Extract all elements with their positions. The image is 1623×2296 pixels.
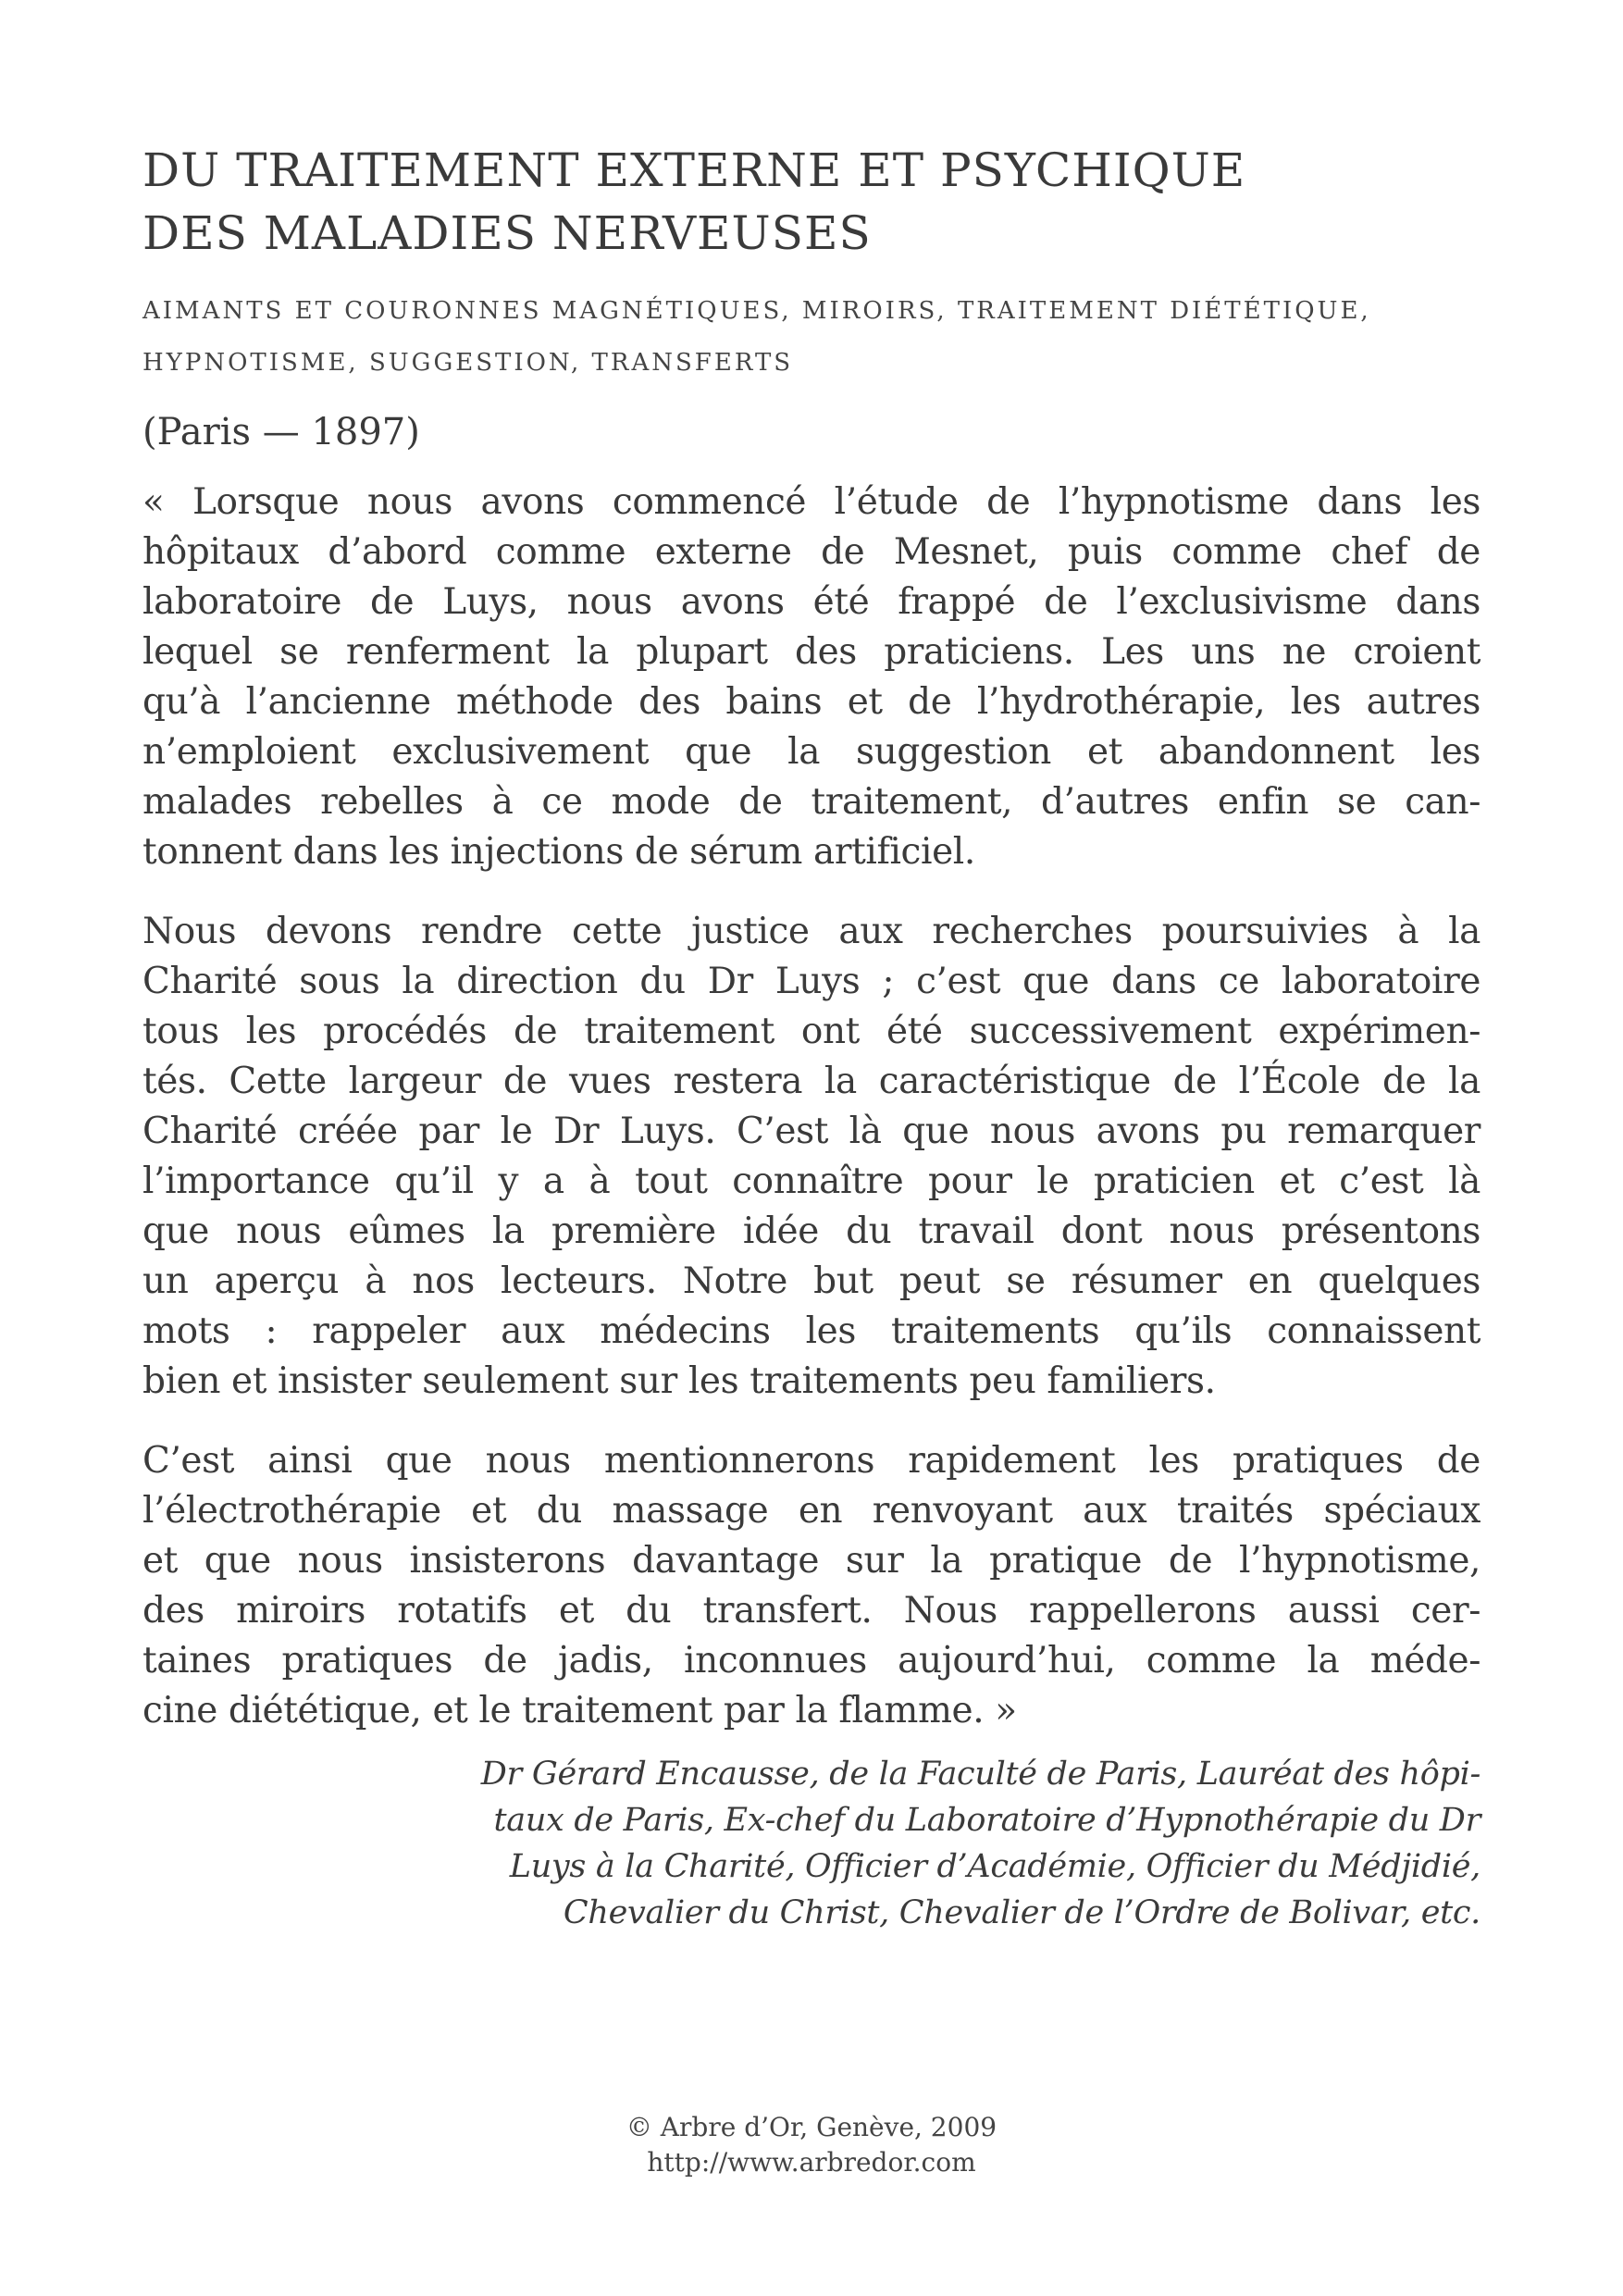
text-line: et que nous insisterons davantage sur la pratique de l’hypnotisme, <box>142 1540 1481 1582</box>
text-line: des miroirs rotatifs et du transfert. Nous rappellerons aussi cer- <box>142 1590 1481 1632</box>
document-title <box>142 139 1481 265</box>
signature-line: taux de Paris, Ex-chef du Laboratoire d’Hypnothérapie du Dr <box>493 1802 1481 1839</box>
text-line: Charité sous la direction du Dr Luys ; c’est que dans ce laboratoire <box>142 961 1481 1002</box>
text-line: un aperçu à nos lecteurs. Notre but peut se résumer en quelques <box>142 1260 1481 1302</box>
text-line: mots : rappeler aux médecins les traitements qu’ils connaissent <box>142 1310 1481 1352</box>
title-line: DU TRAITEMENT EXTERNE ET PSYCHIQUE <box>142 143 1246 197</box>
author-signature <box>142 1751 1481 1936</box>
publisher-url[interactable]: http://www.arbredor.com <box>647 2147 976 2178</box>
text-line: n’emploient exclusivement que la suggestion et abandonnent les <box>142 731 1481 773</box>
text-line: cine diététique, et le traitement par la flamme. » <box>142 1690 1017 1731</box>
text-line: laboratoire de Luys, nous avons été frappé de l’exclusivisme dans <box>142 581 1481 623</box>
page-footer <box>0 2110 1623 2180</box>
text-line: l’importance qu’il y a à tout connaître pour le praticien et c’est là <box>142 1160 1481 1202</box>
publication-date: (Paris — 1897) <box>142 411 420 453</box>
copyright-notice: © Arbre d’Or, Genève, 2009 <box>626 2112 997 2142</box>
document-subtitle <box>142 285 1481 389</box>
text-line: taines pratiques de jadis, inconnues aujourd’hui, comme la méde- <box>142 1640 1481 1682</box>
text-line: bien et insister seulement sur les traitements peu familiers. <box>142 1360 1216 1402</box>
text-line: Nous devons rendre cette justice aux recherches poursuivies à la <box>142 911 1481 952</box>
text-line: « Lorsque nous avons commencé l’étude de l’hypnotisme dans les <box>142 481 1481 523</box>
text-line: qu’à l’ancienne méthode des bains et de l’hydrothérapie, les autres <box>142 681 1481 723</box>
text-line: tés. Cette largeur de vues restera la caractéristique de l’École de la <box>142 1061 1481 1102</box>
text-line: Charité créée par le Dr Luys. C’est là que nous avons pu remarquer <box>142 1111 1481 1152</box>
text-line: tonnent dans les injections de sérum artificiel. <box>142 831 975 873</box>
text-line: que nous eûmes la première idée du travail dont nous présentons <box>142 1210 1481 1252</box>
text-line: malades rebelles à ce mode de traitement, d’autres enfin se can- <box>142 781 1481 823</box>
subtitle-line: AIMANTS ET COURONNES MAGNÉTIQUES, MIROIRS, TRAITEMENT DIÉTÉTIQUE, <box>142 297 1371 325</box>
text-line: hôpitaux d’abord comme externe de Mesnet, puis comme chef de <box>142 531 1481 573</box>
text-line: C’est ainsi que nous mentionnerons rapidement les pratiques de <box>142 1440 1481 1482</box>
signature-line: Luys à la Charité, Officier d’Académie, Officier du Médjidié, <box>509 1848 1481 1885</box>
paragraph-1 <box>142 478 1481 877</box>
document-page <box>142 139 1481 1936</box>
text-line: tous les procédés de traitement ont été successivement expérimen- <box>142 1011 1481 1052</box>
signature-line: Dr Gérard Encausse, de la Faculté de Paris, Lauréat des hôpi- <box>480 1756 1481 1793</box>
title-line: DES MALADIES NERVEUSES <box>142 206 872 260</box>
paragraph-3 <box>142 1436 1481 1736</box>
text-line: lequel se renferment la plupart des praticiens. Les uns ne croient <box>142 631 1481 673</box>
paragraph-2 <box>142 907 1481 1407</box>
text-line: l’électrothérapie et du massage en renvoyant aux traités spéciaux <box>142 1490 1481 1532</box>
subtitle-line: HYPNOTISME, SUGGESTION, TRANSFERTS <box>142 349 794 377</box>
signature-line: Chevalier du Christ, Chevalier de l’Ordre de Bolivar, etc. <box>563 1894 1481 1931</box>
